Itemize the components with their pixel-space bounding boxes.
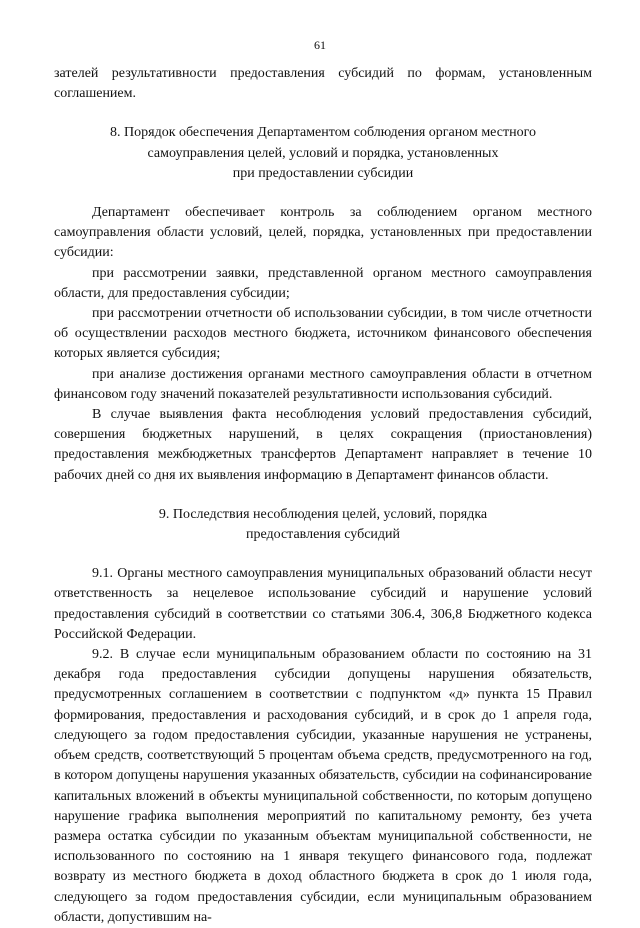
section-8-heading	[54, 123, 592, 184]
page-number: 61	[314, 38, 326, 52]
section-8-heading-line: самоуправления целей, условий и порядка, установленных	[147, 145, 499, 161]
section-8-heading-line: при предоставлении субсидии	[232, 165, 414, 181]
section-9-heading-line: 9. Последствия несоблюдения целей, условий, порядка	[158, 506, 488, 522]
section-9-heading	[54, 505, 592, 545]
section-8-paragraph: при рассмотрении заявки, представленной органом местного самоуправления области, для предоставления субсидии;	[54, 265, 592, 301]
section-8-heading-line: 8. Порядок обеспечения Департаментом соблюдения органом местного	[110, 125, 536, 141]
section-8-paragraph: при рассмотрении отчетности об использовании субсидии, в том числе отчетности об осуществлении расходов местного бюджета, источником финансового обеспечения которых является субсидия;	[54, 306, 592, 362]
section-8-paragraph: при анализе достижения органами местного самоуправления области в отчетном финансовом году значений показателей результативности использования субсидий.	[54, 366, 592, 402]
section-9-heading-line: предоставления субсидий	[245, 527, 401, 543]
section-8-paragraph: В случае выявления факта несоблюдения условий предоставления субсидий, совершения бюджетных нарушений, в целях сокращения (приостановления) предоставления межбюджетных трансфертов Департамент направляет в течение 10 рабочих дней со дня их выявления информацию в Департамент финансов области.	[54, 407, 592, 483]
page-content	[54, 64, 592, 928]
section-9-paragraph: 9.2. В случае если муниципальным образованием области по состоянию на 31 декабря года предоставления субсидии допущены нарушения обязательств, предусмотренных соглашением в соответствии с подпунктом «д» пункта 15 Правил формирования, предоставления и расходования субсидий, и в срок до 1 апреля года, следующего за годом предоставления субсидии, указанные нарушения не устранены, объем средств, соответствующий 5 процентам объема средств, предусмотренного на год, в котором допущены нарушения указанных обязательств, субсидии на софинансирование капитальных вложений в объекты муниципальной собственности, по которым допущено нарушение графика выполнения мероприятий по капитальному ремонту, без учета размера остатка субсидии по указанным объектам муниципальной собственности, не использованного по состоянию на 1 января текущего финансового года, подлежат возврату из местного бюджета в доход областного бюджета в срок до 1 июля года, следующего за годом предоставления субсидии, если муниципальным образованием области, допустившим на-	[54, 647, 592, 925]
continuation-paragraph: зателей результативности предоставления субсидий по формам, установленным соглашением.	[54, 66, 592, 102]
section-8-paragraph: Департамент обеспечивает контроль за соблюдением органом местного самоуправления области условий, целей, порядка, установленных при предоставлении субсидии:	[54, 205, 592, 261]
section-9-paragraph: 9.1. Органы местного самоуправления муниципальных образований области несут ответственность за нецелевое использование субсидий и нарушение условий предоставления субсидий в соответствии со статьями 306.4, 306,8 Бюджетного кодекса Российской Федерации.	[54, 566, 592, 642]
